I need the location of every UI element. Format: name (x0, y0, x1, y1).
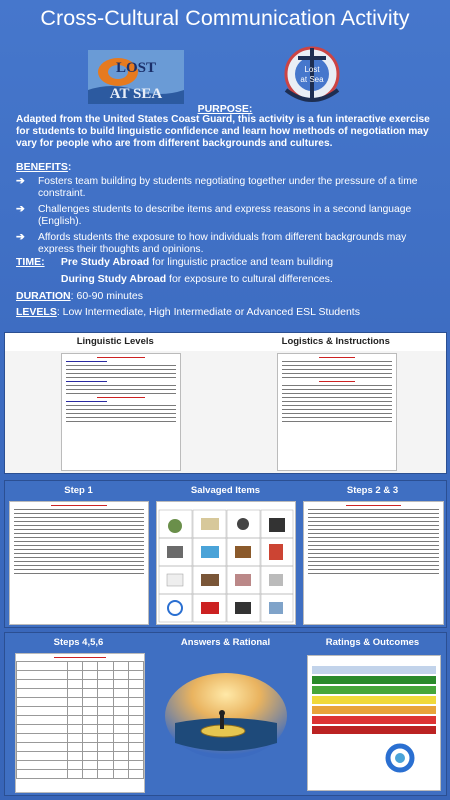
raft-at-sea-image (165, 673, 287, 759)
panel-steps-1-3 (4, 480, 447, 628)
step1-document (9, 501, 149, 625)
svg-text:LOST: LOST (115, 60, 157, 76)
time-row-1: TIME: Pre Study Abroad for linguistic practice and team building (16, 256, 334, 268)
svg-text:Lost: Lost (304, 65, 320, 74)
panel-heading-steps23: Steps 2 & 3 (346, 485, 399, 496)
panel-heading-linguistic: Linguistic Levels (5, 333, 226, 351)
arrow-icon: ➔ (16, 176, 25, 187)
panel-heading-logistics: Logistics & Instructions (226, 333, 447, 351)
levels: LEVELS: Low Intermediate, High Intermediate or Advanced ESL Students (16, 306, 360, 318)
life-ring-icon (308, 740, 440, 780)
duration: DURATION: 60-90 minutes (16, 290, 144, 302)
steps456-document (15, 653, 145, 793)
logistics-document (277, 353, 397, 471)
purpose-heading: PURPOSE: (197, 103, 253, 115)
purpose-text: Adapted from the United States Coast Guard, this activity is a fun interactive exercise for students to build linguistic confidence and learn how methods of negotiation may vary for people who are from different backgrounds and cultures. (16, 114, 430, 149)
lost-at-sea-logo (88, 50, 184, 104)
panel-heading-steps456: Steps 4,5,6 (53, 637, 104, 648)
panel-heading-salvaged: Salvaged Items (190, 485, 261, 496)
salvaged-items-grid (157, 502, 295, 624)
panel-steps-4-6 (4, 632, 447, 796)
linguistic-levels-document (61, 353, 181, 471)
svg-text:AT SEA: AT SEA (109, 86, 163, 102)
panel-heading-ratings: Ratings & Outcomes (325, 637, 420, 648)
page-title: Cross-Cultural Communication Activity (40, 6, 410, 30)
svg-text:at Sea: at Sea (300, 75, 324, 84)
arrow-icon: ➔ (16, 232, 25, 243)
salvaged-items-document (156, 501, 296, 625)
benefits-list (16, 176, 438, 260)
ratings-document (307, 655, 441, 791)
list-item: ➔ Fosters team building by students negotiating together under the pressure of a time constraint. (16, 176, 418, 199)
arrow-icon: ➔ (16, 204, 25, 215)
benefits-heading: BENEFITS: (16, 161, 72, 173)
steps23-document (303, 501, 444, 625)
time-row-2: During Study Abroad for exposure to cultural differences. (60, 273, 333, 285)
list-item: ➔ Affords students the exposure to how individuals from different backgrounds may express their thoughts and opinions. (16, 232, 407, 255)
ranking-chart-table (16, 661, 144, 779)
panel-levels-logistics (4, 332, 447, 474)
panel-heading-answers: Answers & Rational (180, 637, 271, 648)
anchor-logo (268, 40, 356, 110)
panel-heading-step1: Step 1 (64, 485, 93, 496)
list-item: ➔ Challenges students to describe items and express reasons in a second language (English). (16, 204, 412, 227)
